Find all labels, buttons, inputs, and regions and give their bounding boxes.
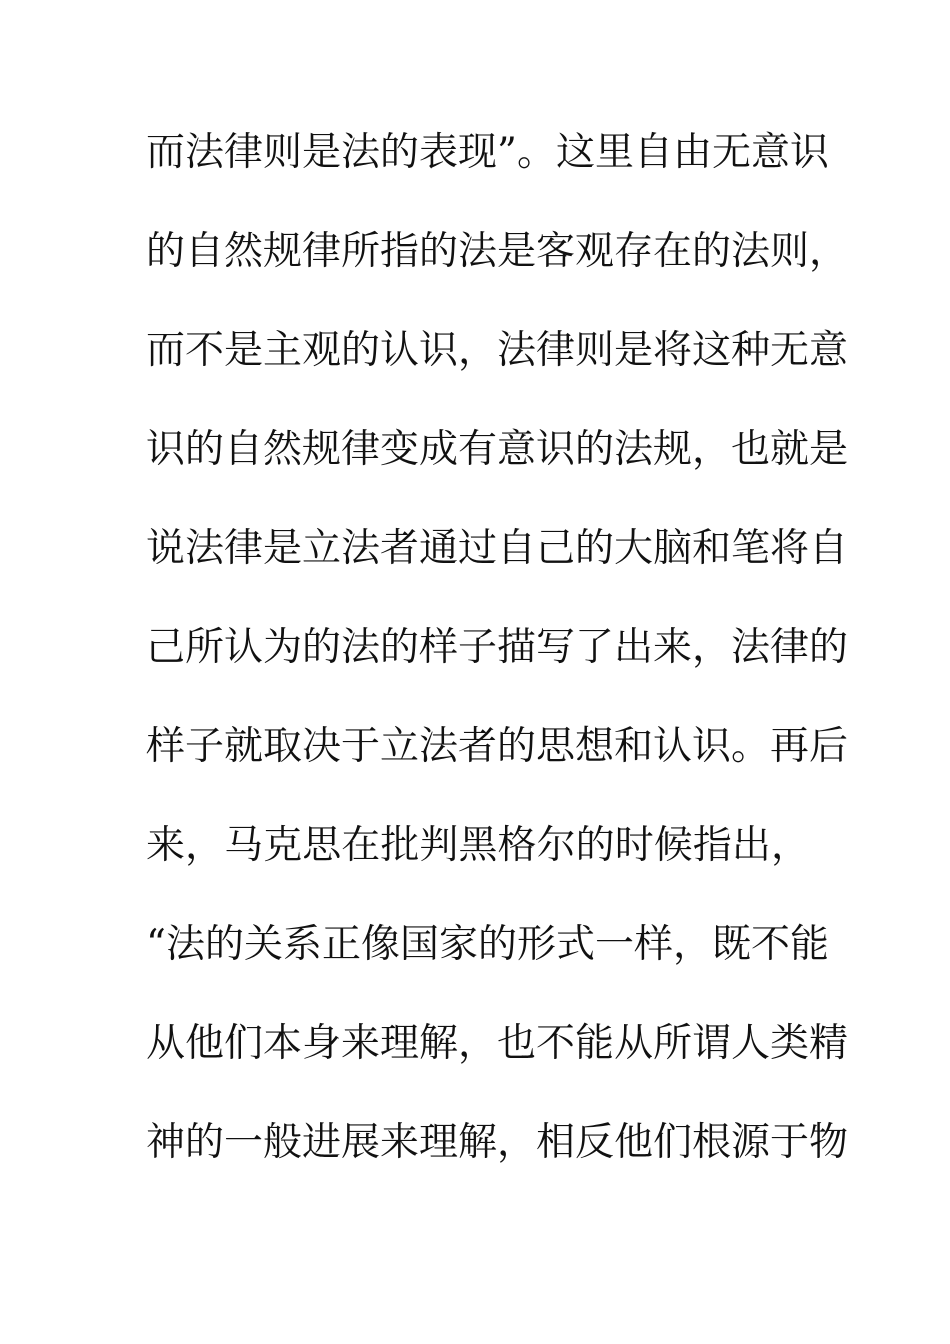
text-line: 样子就取决于立法者的思想和认识。再后 <box>146 724 849 769</box>
text-line: 来，马克思在批判黑格尔的时候指出， <box>146 823 810 868</box>
text-line: “法的关系正像国家的形式一样，既不能 <box>146 922 829 967</box>
text-line: 从他们本身来理解，也不能从所谓人类精 <box>146 1021 849 1066</box>
text-line: 的自然规律所指的法是客观存在的法则， <box>146 229 849 274</box>
body-text <box>146 124 849 1213</box>
text-line: 而法律则是法的表现”。这里自由无意识 <box>146 130 829 175</box>
text-line: 识的自然规律变成有意识的法规，也就是 <box>146 427 849 472</box>
text-line: 己所认为的法的样子描写了出来，法律的 <box>146 625 849 670</box>
text-line: 说法律是立法者通过自己的大脑和笔将自 <box>146 526 849 571</box>
text-line: 神的一般进展来理解，相反他们根源于物 <box>146 1120 849 1165</box>
text-line: 而不是主观的认识，法律则是将这种无意 <box>146 328 849 373</box>
